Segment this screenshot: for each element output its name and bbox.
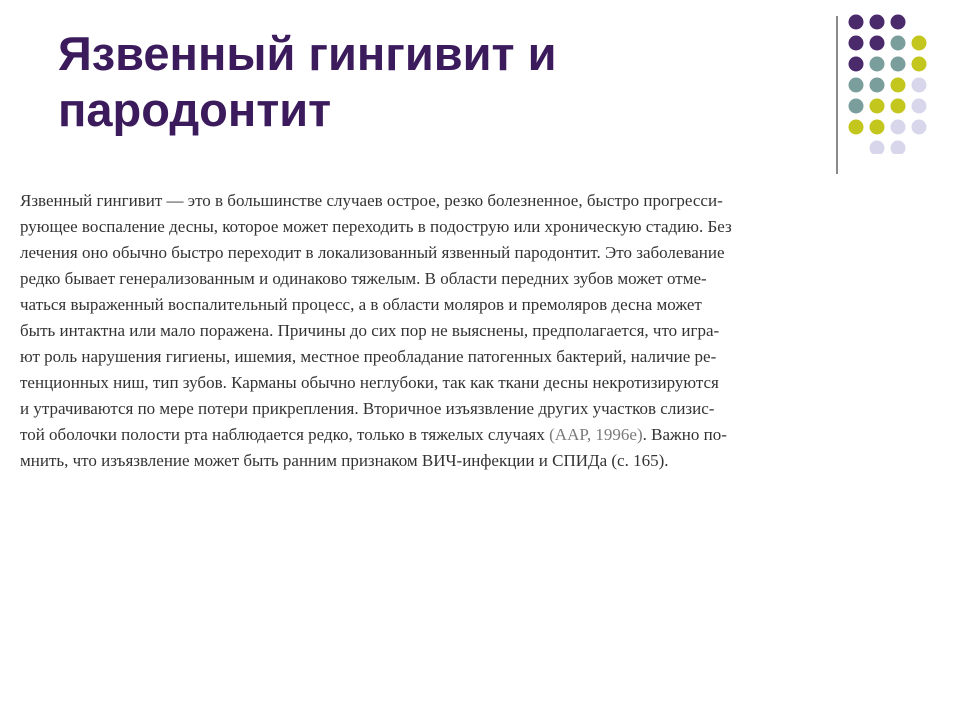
body-line: Язвенный гингивит — это в большинстве случаев острое, резко болезненное, быстро прогресси-: [20, 191, 723, 210]
body-line: рующее воспаление десны, которое может переходить в подострую или хроническую стадию. Без: [20, 217, 732, 236]
body-line: редко бывает генерализованным и одинаково тяжелым. В области передних зубов может отме-: [20, 269, 707, 288]
body-line: лечения оно обычно быстро переходит в локализованный язвенный пародонтит. Это заболевание: [20, 243, 725, 262]
decorative-dot: [912, 36, 927, 51]
body-line-tail: . Важно по-: [642, 425, 727, 444]
decorative-dot: [870, 99, 885, 114]
decorative-dot: [870, 78, 885, 93]
body-line: ют роль нарушения гигиены, ишемия, местное преобладание патогенных бактерий, наличие ре-: [20, 347, 717, 366]
decorative-dot: [891, 36, 906, 51]
body-line: чаться выраженный воспалительный процесс, а в области моляров и премоляров десна может: [20, 295, 702, 314]
decorative-dot: [870, 141, 885, 155]
body-line: тенционных ниш, тип зубов. Карманы обычно неглубоки, так как ткани десны некротизируются: [20, 373, 719, 392]
slide-title-line-1: Язвенный гингивит и: [58, 27, 557, 80]
decorative-dot: [891, 78, 906, 93]
body-line-with-citation: [20, 422, 930, 448]
decorative-dot: [912, 57, 927, 72]
body-paragraph: [20, 188, 930, 474]
decorative-dot: [870, 120, 885, 135]
decorative-dot: [849, 36, 864, 51]
decorative-dot-grid-graphic: [844, 12, 956, 154]
decorative-dot: [912, 78, 927, 93]
decorative-dot: [849, 78, 864, 93]
slide-title-line-2: пародонтит: [58, 83, 332, 136]
decorative-dot: [891, 120, 906, 135]
decorative-dot: [891, 57, 906, 72]
decorative-dot: [870, 15, 885, 30]
decorative-dot: [891, 99, 906, 114]
decorative-dot: [849, 15, 864, 30]
decorative-dot: [891, 15, 906, 30]
body-line: и утрачиваются по мере потери прикрепления. Вторичное изъязвление других участков слизис-: [20, 399, 715, 418]
decorative-dot: [912, 99, 927, 114]
slide-title: [58, 26, 798, 138]
decorative-dot: [870, 36, 885, 51]
body-line-text: той оболочки полости рта наблюдается редко, только в тяжелых случаях: [20, 425, 545, 444]
body-line: мнить, что изъязвление может быть ранним признаком ВИЧ-инфекции и СПИДа (с. 165).: [20, 451, 669, 470]
decorative-dot: [849, 99, 864, 114]
decorative-dot-grid: [844, 12, 956, 154]
decorative-dot: [849, 120, 864, 135]
decorative-dot: [891, 141, 906, 155]
citation: (AAP, 1996e): [549, 425, 643, 444]
decorative-dot: [849, 57, 864, 72]
decorative-dot: [870, 57, 885, 72]
body-line: быть интактна или мало поражена. Причины до сих пор не выяснены, предполагается, что игра-: [20, 321, 720, 340]
decorative-dot: [912, 120, 927, 135]
title-divider: [836, 16, 838, 174]
